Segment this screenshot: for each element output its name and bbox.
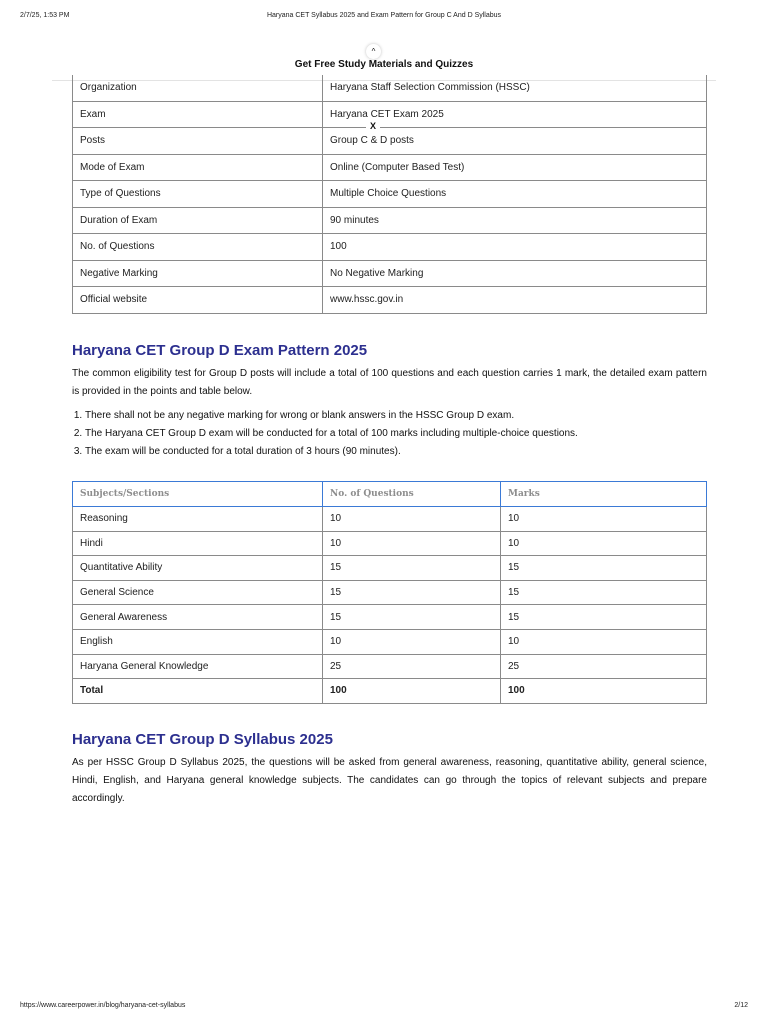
table-cell-key: No. of Questions: [73, 234, 323, 261]
exam-pattern-table: [72, 481, 707, 704]
table-cell: 25: [501, 654, 707, 679]
table-cell-key: Negative Marking: [73, 260, 323, 287]
table-cell: 10: [323, 629, 501, 654]
table-cell-value: 100: [323, 234, 707, 261]
print-page-title: Haryana CET Syllabus 2025 and Exam Pattern for Group C And D Syllabus: [266, 12, 502, 19]
table-row: [73, 181, 707, 208]
table-row: [73, 531, 707, 556]
table-header-row: [73, 482, 707, 507]
table-cell-value: Haryana CET Exam 2025: [323, 101, 707, 128]
print-datetime: 2/7/25, 1:53 PM: [20, 12, 70, 19]
table-cell: General Science: [73, 580, 323, 605]
table-cell: Haryana General Knowledge: [73, 654, 323, 679]
table-row: [73, 234, 707, 261]
table-cell: Quantitative Ability: [73, 556, 323, 581]
table-cell-value: 90 minutes: [323, 207, 707, 234]
list-item: 3. The exam will be conducted for a total duration of 3 hours (90 minutes).: [85, 443, 720, 461]
table-cell: Total: [73, 679, 323, 704]
column-header-marks: Marks: [501, 482, 707, 507]
table-cell: 10: [323, 507, 501, 532]
print-header: [20, 12, 748, 24]
table-cell: 100: [323, 679, 501, 704]
table-cell: 10: [501, 531, 707, 556]
table-row: [73, 287, 707, 314]
syllabus-heading: Haryana CET Group D Syllabus 2025: [72, 731, 333, 748]
table-cell: Reasoning: [73, 507, 323, 532]
column-header-questions: No. of Questions: [323, 482, 501, 507]
table-cell-value: Haryana Staff Selection Commission (HSSC): [323, 75, 707, 101]
table-row: [73, 580, 707, 605]
table-cell: 10: [323, 531, 501, 556]
table-cell: 15: [323, 556, 501, 581]
table-cell-key: Organization: [73, 75, 323, 101]
list-item: 1. There shall not be any negative marking for wrong or blank answers in the HSSC Group D exam.: [85, 407, 720, 425]
table-cell-key: Duration of Exam: [73, 207, 323, 234]
table-row: [73, 629, 707, 654]
table-cell: 15: [501, 580, 707, 605]
table-row: [73, 605, 707, 630]
table-row: [73, 507, 707, 532]
table-cell-value: Multiple Choice Questions: [323, 181, 707, 208]
table-row: [73, 101, 707, 128]
table-cell: 15: [501, 556, 707, 581]
syllabus-intro: As per HSSC Group D Syllabus 2025, the questions will be asked from general awareness, reasoning, quantitative ability, general science, Hindi, English, and Haryana general knowledge subjects. The candidates can go through the topics of relevant subjects and prepare accordingly.: [72, 757, 707, 804]
print-page-number: 2/12: [734, 1002, 748, 1009]
table-row: [73, 75, 707, 101]
table-row: [73, 654, 707, 679]
print-url: https://www.careerpower.in/blog/haryana-cet-syllabus: [20, 1002, 186, 1009]
column-header-subjects: Subjects/Sections: [73, 482, 323, 507]
table-cell-value: www.hssc.gov.in: [323, 287, 707, 314]
table-row: [73, 556, 707, 581]
exam-pattern-heading: Haryana CET Group D Exam Pattern 2025: [72, 342, 368, 359]
table-cell: General Awareness: [73, 605, 323, 630]
table-cell-key: Posts: [73, 128, 323, 155]
table-row: [73, 260, 707, 287]
table-cell: 100: [501, 679, 707, 704]
list-item: 2. The Haryana CET Group D exam will be conducted for a total of 100 marks including multiple-choice questions.: [85, 425, 720, 443]
table-cell-key: Official website: [73, 287, 323, 314]
table-cell-key: Type of Questions: [73, 181, 323, 208]
overview-table: [72, 75, 707, 314]
table-cell-key: Mode of Exam: [73, 154, 323, 181]
exam-pattern-intro: The common eligibility test for Group D posts will include a total of 100 questions and each question carries 1 mark, the detailed exam pattern is provided in the points and table below.: [72, 368, 707, 397]
exam-pattern-points: [72, 407, 720, 461]
close-banner-icon[interactable]: X: [366, 120, 380, 132]
table-row: [73, 128, 707, 155]
promo-banner-text[interactable]: Get Free Study Materials and Quizzes: [294, 59, 474, 70]
table-cell: Hindi: [73, 531, 323, 556]
table-row: [73, 207, 707, 234]
table-cell-key: Exam: [73, 101, 323, 128]
table-cell: 10: [501, 629, 707, 654]
table-cell-value: Group C & D posts: [323, 128, 707, 155]
table-cell-value: Online (Computer Based Test): [323, 154, 707, 181]
table-cell-value: No Negative Marking: [323, 260, 707, 287]
table-cell: 15: [501, 605, 707, 630]
print-footer: [20, 1002, 748, 1014]
table-cell: English: [73, 629, 323, 654]
table-cell: 10: [501, 507, 707, 532]
table-total-row: [73, 679, 707, 704]
table-cell: 25: [323, 654, 501, 679]
table-cell: 15: [323, 580, 501, 605]
table-row: [73, 154, 707, 181]
expand-caret-icon[interactable]: ^: [366, 44, 381, 59]
table-cell: 15: [323, 605, 501, 630]
